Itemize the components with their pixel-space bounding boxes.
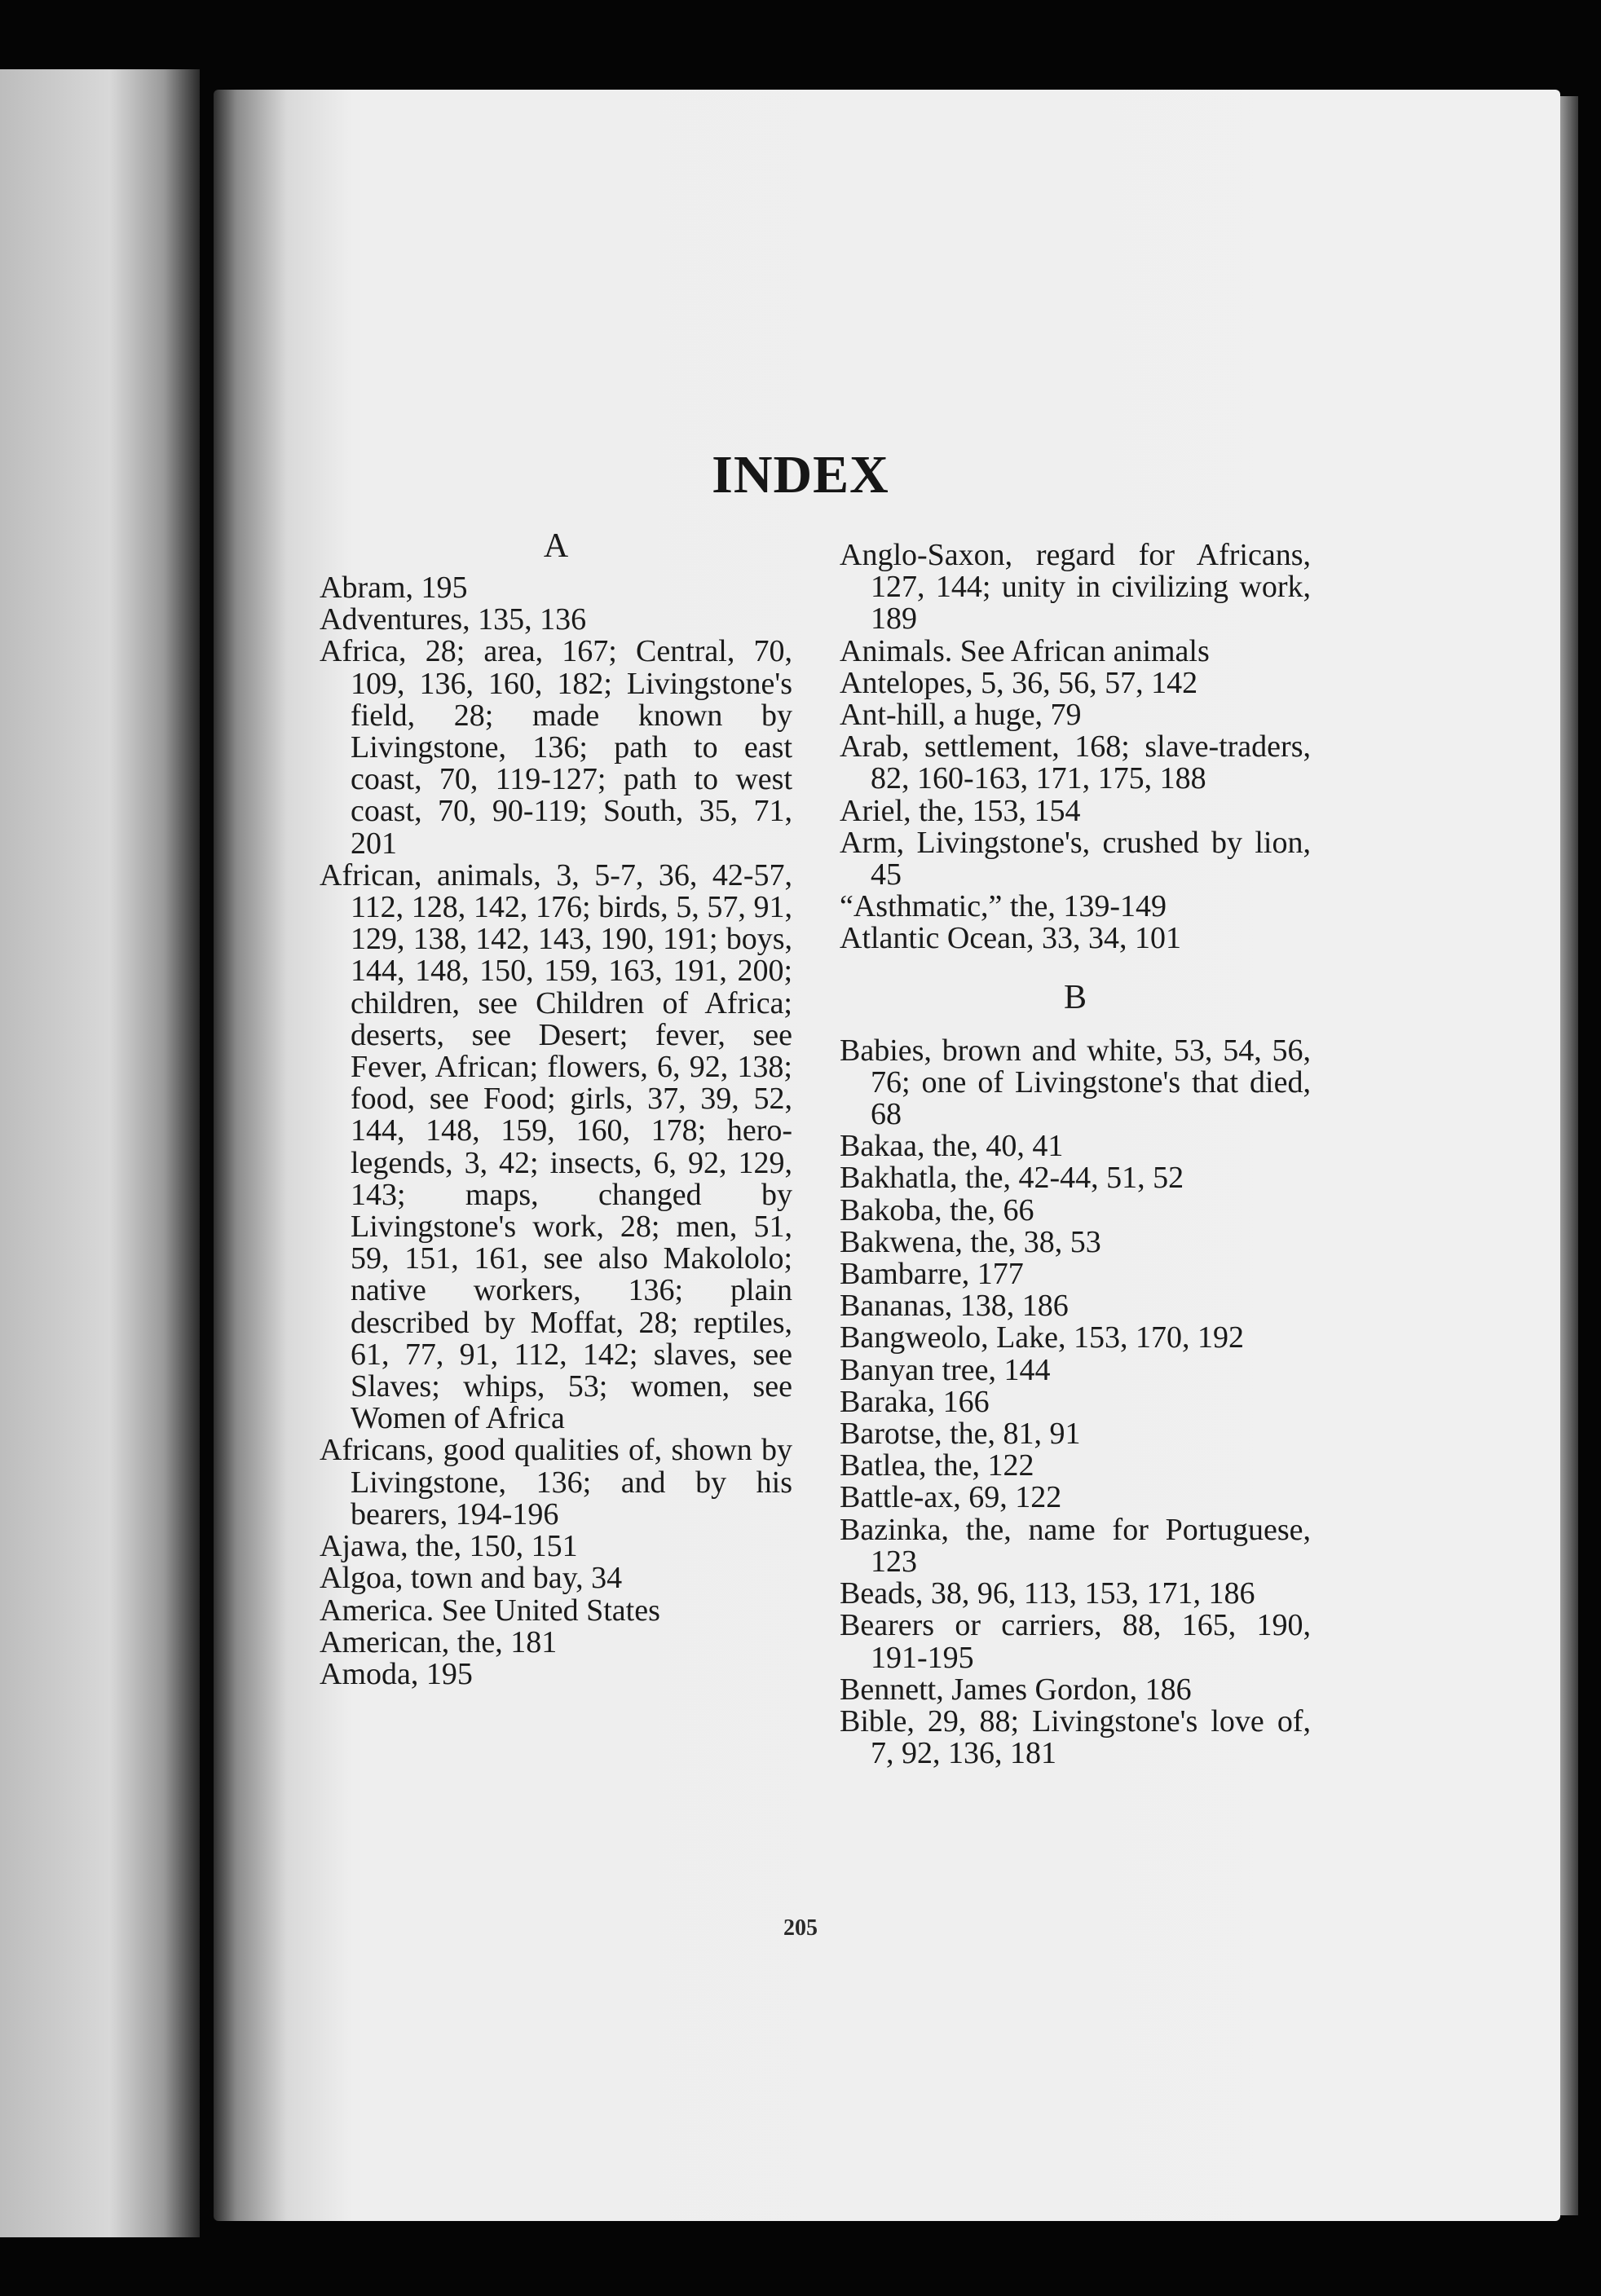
index-entry: Bakoba, the, 66: [840, 1192, 1034, 1227]
index-entry: Animals. See African animals: [840, 633, 1210, 668]
index-entry: Bazinka, the, name for Portuguese, 123: [840, 1512, 1311, 1579]
index-entry: Atlantic Ocean, 33, 34, 101: [840, 921, 1181, 956]
index-entry: Bakwena, the, 38, 53: [840, 1224, 1101, 1259]
page-shadow-edge: [1560, 96, 1578, 2215]
index-entry: Arab, settlement, 168; slave-traders, 82, 160-163, 171, 175, 188: [840, 729, 1311, 796]
index-entry: Bakhatla, the, 42-44, 51, 52: [840, 1161, 1184, 1196]
section-letter-b: B: [1063, 978, 1087, 1016]
index-entry: Beads, 38, 96, 113, 153, 171, 186: [840, 1576, 1255, 1611]
index-entry: African, animals, 3, 5-7, 36, 42-57, 112, 128, 142, 176; birds, 5, 57, 91, 129, 138, 142, 143, 190, 191; boys, 144, 148, 150, 159, 163, 191, 200; children, see Children of Africa; deserts, see Desert; fever, see Fever, African; flowers, 6, 92, 138; food, see Food; girls, 37, 39, 52, 144, 148, 159, 160, 178; hero-legends, 3, 42; insects, 6, 92, 129, 143; maps, changed by Livingstone's work, 28; men, 51, 59, 151, 161, see also Makololo; native workers, 136; plain described by Moffat, 28; reptiles, 61, 77, 91, 112, 142; slaves, see Slaves; whips, 53; women, see Women of Africa: [320, 857, 792, 1436]
index-entry: Ant-hill, a huge, 79: [840, 698, 1082, 733]
right-column: [840, 540, 1311, 1769]
page-number: 205: [783, 1915, 818, 1941]
index-entry: Bennett, James Gordon, 186: [840, 1672, 1192, 1707]
index-entry: Bangweolo, Lake, 153, 170, 192: [840, 1320, 1245, 1355]
right-entry-list-a: [840, 540, 1311, 955]
index-entry: Abram, 195: [320, 571, 468, 605]
index-entry: American, the, 181: [320, 1624, 558, 1659]
index-entry: Ajawa, the, 150, 151: [320, 1529, 578, 1564]
index-entry: Bearers or carriers, 88, 165, 190, 191-195: [840, 1608, 1311, 1675]
index-entry: Antelopes, 5, 36, 56, 57, 142: [840, 665, 1198, 700]
index-entry: Batlea, the, 122: [840, 1448, 1034, 1483]
index-entry: Baraka, 166: [840, 1384, 990, 1419]
section-letter-a: A: [543, 527, 569, 565]
index-entry: Babies, brown and white, 53, 54, 56, 76; one of Livingstone's that died, 68: [840, 1033, 1311, 1132]
right-entry-list-b: [840, 1035, 1311, 1770]
index-entry: Adventures, 135, 136: [320, 602, 587, 637]
index-entry: Bambarre, 177: [840, 1257, 1024, 1292]
left-entry-list: [320, 572, 792, 1690]
page-title: INDEX: [712, 445, 889, 505]
index-entry: America. See United States: [320, 1593, 660, 1628]
index-entry: Ariel, the, 153, 154: [840, 793, 1081, 828]
index-entry: Bananas, 138, 186: [840, 1289, 1069, 1324]
index-entry: Banyan tree, 144: [840, 1352, 1051, 1387]
index-entry: Africa, 28; area, 167; Central, 70, 109, 136, 160, 182; Livingstone's field, 28; made known by Livingstone, 136; path to east coast, 70, 119-127; path to west coast, 70, 90-119; South, 35, 71, 201: [320, 634, 792, 861]
index-entry: Arm, Livingstone's, crushed by lion, 45: [840, 825, 1311, 892]
index-entry: Bible, 29, 88; Livingstone's love of, 7, 92, 136, 181: [840, 1703, 1311, 1771]
index-entry: Algoa, town and bay, 34: [320, 1561, 623, 1596]
index-entry: Africans, good qualities of, shown by Livingstone, 136; and by his bearers, 194-196: [320, 1433, 792, 1531]
index-entry: “Asthmatic,” the, 139-149: [840, 889, 1167, 924]
left-column: [320, 528, 792, 1690]
index-entry: Amoda, 195: [320, 1656, 473, 1691]
index-entry: Battle-ax, 69, 122: [840, 1480, 1062, 1515]
index-entry: Anglo-Saxon, regard for Africans, 127, 144; unity in civilizing work, 189: [840, 538, 1311, 637]
index-entry: Barotse, the, 81, 91: [840, 1417, 1081, 1452]
left-page-edge: [0, 69, 200, 2237]
index-entry: Bakaa, the, 40, 41: [840, 1129, 1064, 1164]
